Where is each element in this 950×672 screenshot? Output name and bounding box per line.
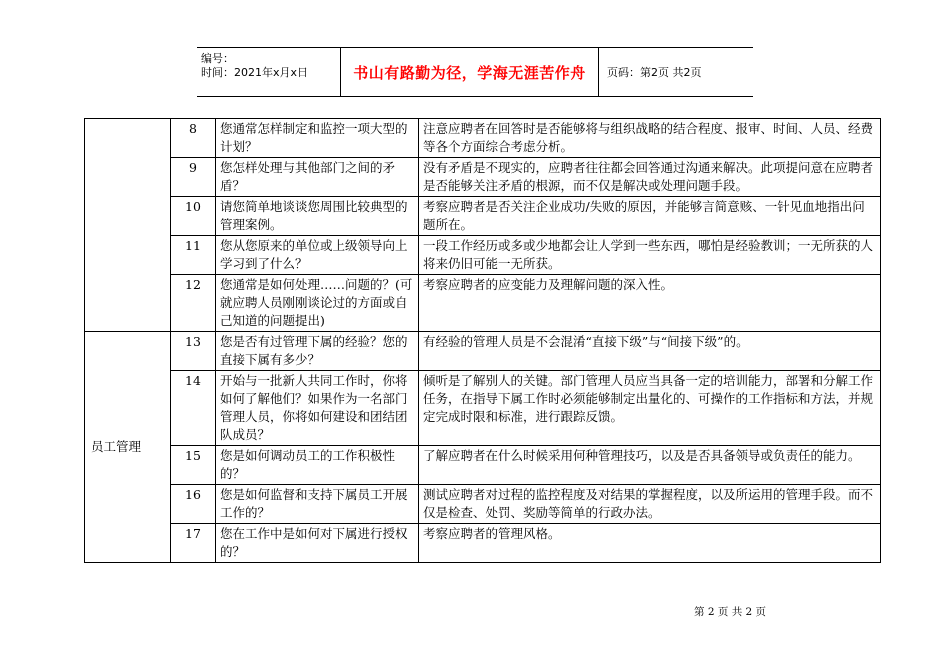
evaluation-note: 考察应聘者的应变能力及理解问题的深入性。 (419, 275, 881, 332)
table-row (85, 119, 881, 158)
question-text: 您通常是如何处理……问题的？(可就应聘人员刚刚谈论过的方面或自己知道的问题提出) (216, 275, 419, 332)
table-row (85, 485, 881, 524)
evaluation-note: 没有矛盾是不现实的，应聘者往往都会回答通过沟通来解决。此项提问意在应聘者是否能够关注矛盾的根源，而不仅是解决或处理问题手段。 (419, 158, 881, 197)
header-motto: 书山有路勤为径，学海无涯苦作舟 (353, 63, 586, 82)
question-text: 您是如何监督和支持下属员工开展工作的？ (216, 485, 419, 524)
question-number: 8 (171, 119, 216, 158)
evaluation-note: 测试应聘者对过程的监控程度及对结果的掌握程度，以及所运用的管理手段。而不仅是检查、处罚、奖励等简单的行政办法。 (419, 485, 881, 524)
category-cell (85, 119, 171, 332)
table-row (85, 197, 881, 236)
header-page-cell (599, 48, 753, 96)
table-row (85, 524, 881, 563)
table-row (85, 236, 881, 275)
evaluation-note: 倾听是了解别人的关键。部门管理人员应当具备一定的培训能力，部署和分解工作任务，在指导下属工作时必须能够制定出量化的、可操作的工作指标和方法，并规定完成时限和标准，进行跟踪反馈。 (419, 371, 881, 446)
header-meta (197, 48, 341, 96)
question-text: 请您简单地谈谈您周围比较典型的 管理案例。 (216, 197, 419, 236)
header-page-label: 页码：第2页 共2页 (607, 66, 702, 79)
question-number: 17 (171, 524, 216, 563)
table-row (85, 446, 881, 485)
question-text: 您在工作中是如何对下属进行授权的？ (216, 524, 419, 563)
question-number: 12 (171, 275, 216, 332)
document-date-label: 时间：2021年x月x日 (201, 66, 309, 79)
page-footer: 第 2 页 共 2 页 (694, 606, 767, 618)
table-row (85, 158, 881, 197)
question-text: 开始与一批新人共同工作时，你将如何了解他们？如果作为一名部门管理人员，你将如何建设和团结团队成员？ (216, 371, 419, 446)
evaluation-note: 考察应聘者是否关注企业成功/失败的原因，并能够言简意赅、一针见血地指出问题所在。 (419, 197, 881, 236)
evaluation-note: 考察应聘者的管理风格。 (419, 524, 881, 563)
question-number: 14 (171, 371, 216, 446)
question-text: 您是否有过管理下属的经验？您的直接下属有多少？ (216, 332, 419, 371)
evaluation-note: 有经验的管理人员是不会混淆“直接下级”与“间接下级”的。 (419, 332, 881, 371)
header-motto-cell (341, 48, 599, 96)
question-number: 13 (171, 332, 216, 371)
interview-question-table (84, 118, 881, 563)
question-number: 15 (171, 446, 216, 485)
table-body (85, 119, 881, 563)
table-row (85, 371, 881, 446)
question-number: 11 (171, 236, 216, 275)
question-number: 10 (171, 197, 216, 236)
evaluation-note: 一段工作经历或多或少地都会让人学到一些东西，哪怕是经验教训；一无所获的人将来仍旧可能一无所获。 (419, 236, 881, 275)
page-header (197, 47, 753, 97)
evaluation-note: 注意应聘者在回答时是否能够将与组织战略的结合程度、报审、时间、人员、经费等各个方面综合考虑分析。 (419, 119, 881, 158)
document-number-label: 编号： (201, 52, 234, 65)
question-number: 9 (171, 158, 216, 197)
question-number: 16 (171, 485, 216, 524)
question-text: 您从您原来的单位或上级领导向上学习到了什么？ (216, 236, 419, 275)
question-text: 您是如何调动员工的工作积极性的？ (216, 446, 419, 485)
question-text: 您通常怎样制定和监控一项大型的计划？ (216, 119, 419, 158)
table-row (85, 275, 881, 332)
table-row (85, 332, 881, 371)
evaluation-note: 了解应聘者在什么时候采用何种管理技巧，以及是否具备领导或负责任的能力。 (419, 446, 881, 485)
category-cell: 员工管理 (85, 332, 171, 563)
question-text: 您怎样处理与其他部门之间的矛盾？ (216, 158, 419, 197)
